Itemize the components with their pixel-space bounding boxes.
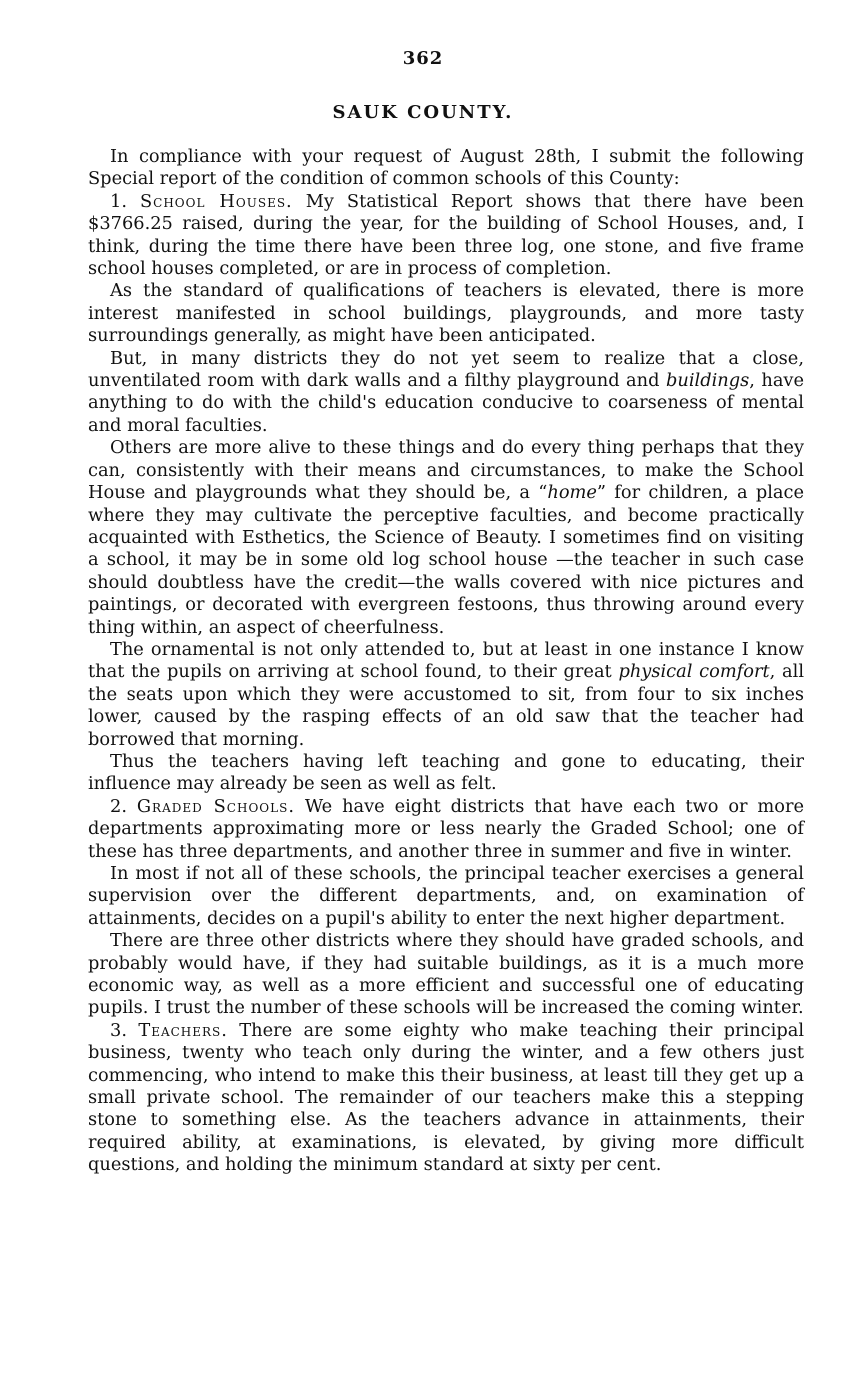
section-heading: SAUK COUNTY.: [332, 102, 514, 123]
emphasis-text: physical comfort: [618, 661, 770, 683]
paragraph-text: , all the seats upon which they were accustomed to sit, from four to six inches lower, caused by the rasping effects of an old saw that the teacher had borrowed that morning.: [88, 661, 805, 750]
educating-paragraph: [88, 751, 804, 796]
emphasis-text: home: [547, 482, 597, 504]
teachers-paragraph: [88, 1020, 804, 1177]
supervision-paragraph: [88, 863, 804, 930]
paragraph-text: We have eight districts that have each two or more departments approximating more or less nearly the Graded School; one of these has three departments, and another three in summer and five in winter.: [88, 795, 804, 862]
ornamental-paragraph: [88, 639, 804, 751]
section-number: 1.: [110, 190, 127, 212]
intro-paragraph: [88, 146, 804, 191]
paragraph-text: In compliance with your request of August 28th, I submit the following Special report of the condition of common schools of this County:: [88, 146, 804, 190]
paragraph-text: But, in many districts they do not yet seem to realize that a close, unventilated room with dark walls and a filthy playground and: [88, 347, 804, 392]
emphasis-text: buildings: [665, 370, 750, 392]
paragraph-text: ” for children, a place where they may cultivate the perceptive faculties, and become practically acquainted with Esthetics, the Science of Beauty. I sometimes find on visiting a school, it may be in some old log school house —the teacher in such case should doubtless have the credit—the walls covered with nice pictures and paintings, or decorated with evergreen festoons, thus throwing around every thing within, an aspect of cheerfulness.: [88, 482, 804, 638]
paragraph-text: There are some eighty who make teaching their principal business, twenty who teach only during the winter, and a few others just commencing, who intend to make this their business, at least till they get up a small private school. The remainder of our teachers make this a stepping stone to something else. As the teachers advance in attainments, their required ability, at examinations, is elevated, by giving more difficult questions, and holding the minimum standard at sixty per cent.: [88, 1019, 805, 1176]
paragraph-text: As the standard of qualifications of teachers is elevated, there is more interest manifested in school buildings, playgrounds, and more tasty surroundings generally, as might have been anticipated.: [88, 280, 804, 347]
paragraph-text: Others are more alive to these things and do every thing perhaps that they can, consistently with their means and circumstances, to make the School House and playgrounds what they should be, a “: [88, 437, 804, 504]
standards-paragraph: [88, 280, 804, 347]
paragraph-text: My Statistical Report shows that there have been $3766.25 raised, during the year, for the building of School Houses, and, I think, during the time there have been three log, one stone, and five frame school houses completed, or are in process of completion.: [88, 190, 805, 280]
section-title: Teachers.: [138, 1019, 228, 1041]
page-number: 362: [402, 48, 444, 69]
section-number: 2.: [110, 795, 127, 817]
paragraph-text: The ornamental is not only attended to, but at least in one instance I know that the pupils on arriving at school found, to their great: [88, 638, 804, 683]
report-body: [88, 146, 804, 1177]
other-districts-paragraph: [88, 930, 804, 1020]
paragraph-text: There are three other districts where they should have graded schools, and probably would have, if they had suitable buildings, as it is a much more economic way, as well as a more efficient and successful one of educating pupils. I trust the number of these schools will be increased the coming winter.: [88, 930, 804, 1019]
school-houses-paragraph: [88, 191, 804, 281]
ventilation-paragraph: [88, 348, 804, 438]
section-title: School Houses.: [139, 190, 293, 212]
section-number: 3.: [110, 1019, 127, 1041]
paragraph-text: , have anything to do with the child's education conducive to coarseness of mental and moral faculties.: [88, 370, 804, 436]
paragraph-text: Thus the teachers having left teaching and gone to educating, their influence may already be seen as well as felt.: [88, 750, 804, 795]
paragraph-text: In most if not all of these schools, the principal teacher exercises a general supervision over the different departments, and, on examination of attainments, decides on a pupil's ability to enter the next higher department.: [88, 863, 804, 929]
section-title: Graded Schools.: [136, 795, 295, 817]
graded-schools-paragraph: [88, 796, 804, 863]
home-paragraph: [88, 437, 804, 639]
